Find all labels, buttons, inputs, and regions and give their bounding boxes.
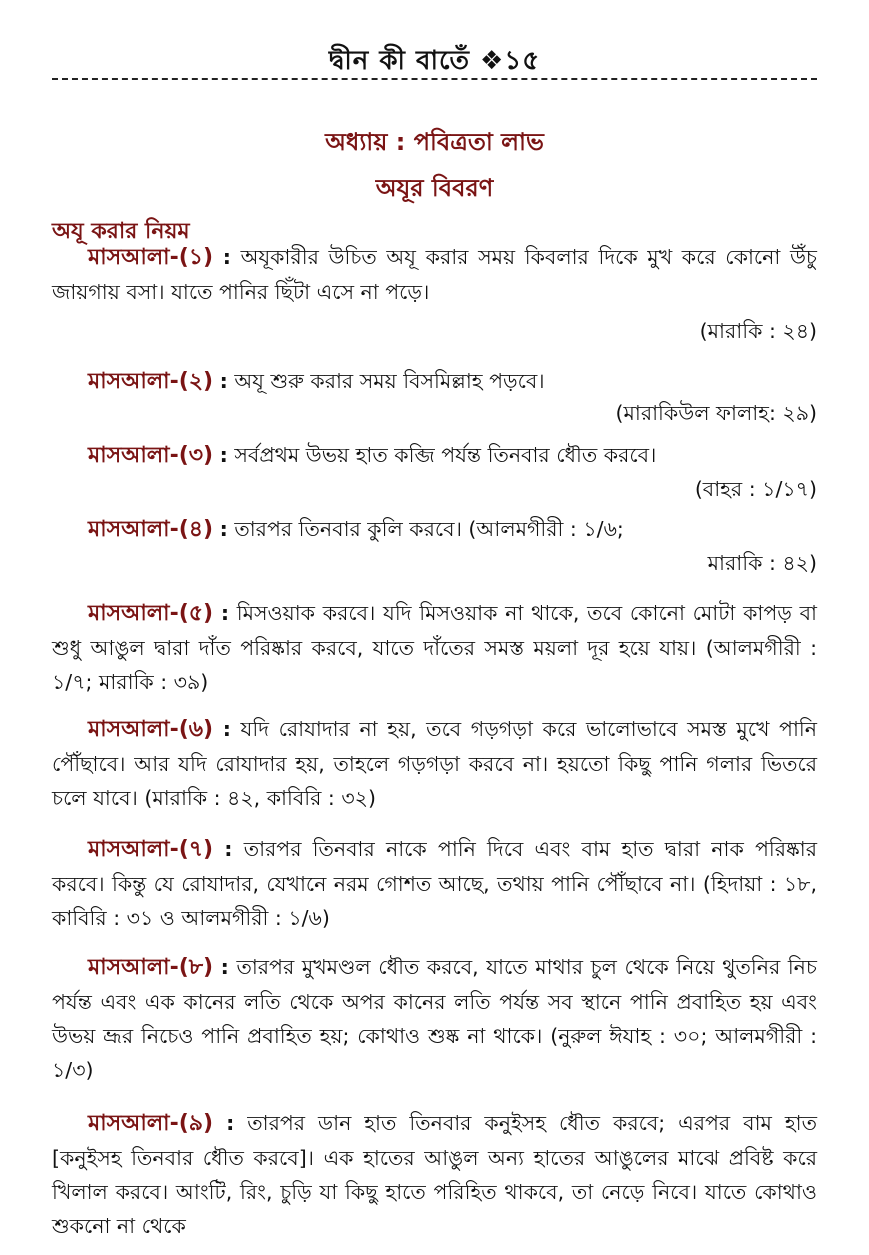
masala-colon: : [220, 601, 230, 625]
masala-label: মাসআলা-(২) [88, 369, 214, 394]
masala-2 [52, 364, 817, 399]
masala-label: মাসআলা-(৭) [88, 837, 214, 862]
masala-label: মাসআলা-(১) [88, 245, 214, 270]
masala-7 [52, 832, 817, 935]
masala-5 [52, 596, 817, 699]
masala-text: যদি রোযাদার না হয়, তবে গড়গড়া করে ভালোভাবে সমস্ত মুখে পানি পৌঁছাবে। আর যদি রোযাদার হয়, তাহলে গড়গড়া করবে না। হয়তো কিছু পানি গলার ভিতরে চলে যাবে। (মারাকি : ৪২, কাবিরি : ৩২) [52, 717, 817, 810]
masala-text: সর্বপ্রথম উভয় হাত কব্জি পর্যন্ত তিনবার ধৌত করবে। [234, 443, 657, 467]
masala-8 [52, 950, 817, 1087]
masala-2-ref: (মারাকিউল ফালাহ: ২৯) [615, 401, 817, 425]
subsection-title: অযূ করার নিয়ম [52, 219, 190, 244]
masala-label: মাসআলা-(৫) [88, 601, 214, 626]
chapter-title: অধ্যায় : পবিত্রতা লাভ [325, 128, 544, 156]
masala-3 [52, 438, 817, 473]
masala-text: অযূকারীর উচিত অযূ করার সময় কিবলার দিকে মুখ করে কোনো উঁচু জায়গায় বসা। যাতে পানির ছিঁটা এসে না পড়ে। [52, 245, 817, 304]
masala-text: তারপর মুখমণ্ডল ধৌত করবে, যাতে মাথার চুল থেকে নিয়ে থুতনির নিচ পর্যন্ত এবং এক কানের লতি থেকে অপর কানের লতি পর্যন্ত সব স্থানে পানি প্রবাহিত হয় এবং উভয় ভ্রূর নিচেও পানি প্রবাহিত হয়; কোথাও শুষ্ক না থাকে। (নুরুল ঈযাহ : ৩০; আলমগীরী : ১/৩) [52, 955, 817, 1082]
masala-text: তারপর ডান হাত তিনবার কনুইসহ ধৌত করবে; এরপর বাম হাত [কনুইসহ তিনবার ধৌত করবে]। এক হাতের আঙুল অন্য হাতের আঙুলের মাঝে প্রবিষ্ট করে খিলাল করবে। আংটি, রিং, চুড়ি যা কিছু হাতে পরিহিত থাকবে, তা নেড়ে নিবে। যাতে কোথাও শুকনো না থেকে [52, 1111, 817, 1238]
masala-label: মাসআলা-(৩) [88, 443, 214, 468]
running-header: দ্বীন কী বাতেঁ ❖১৫ [328, 46, 541, 76]
masala-text: অযূ শুরু করার সময় বিসমিল্লাহ পড়বে। [234, 369, 545, 393]
masala-text: তারপর তিনবার নাকে পানি দিবে এবং বাম হাত দ্বারা নাক পরিষ্কার করবে। কিন্তু যে রোযাদার, যেখানে নরম গোশত আছে, তথায় পানি পৌঁছাবে না। (হিদায়া : ১৮, কাবিরি : ৩১ ও আলমগীরী : ১/৬) [52, 837, 817, 930]
masala-text: মিসওয়াক করবে। যদি মিসওয়াক না থাকে, তবে কোনো মোটা কাপড় বা শুধু আঙুল দ্বারা দাঁত পরিষ্কার করবে, যাতে দাঁতের সমস্ত ময়লা দূর হয়ে যায়। (আলমগীরী : ১/৭; মারাকি : ৩৯) [52, 601, 817, 694]
masala-colon: : [226, 1111, 235, 1135]
masala-colon: : [219, 517, 228, 541]
masala-colon: : [219, 443, 228, 467]
masala-6 [52, 712, 817, 815]
masala-1-ref: (মারাকি : ২৪) [699, 319, 817, 343]
masala-text: তারপর তিনবার কুলি করবে। (আলমগীরী : ১/৬; [234, 517, 624, 541]
masala-colon: : [224, 837, 233, 861]
header-divider [52, 78, 817, 80]
masala-4 [52, 512, 817, 547]
masala-label: মাসআলা-(৪) [88, 517, 214, 542]
masala-colon: : [219, 369, 228, 393]
masala-3-ref: (বাহর : ১/১৭) [694, 477, 817, 501]
masala-label: মাসআলা-(৯) [88, 1111, 214, 1136]
masala-4-ref: মারাকি : ৪২) [707, 551, 817, 575]
masala-colon: : [220, 955, 229, 979]
masala-colon: : [222, 717, 231, 741]
masala-label: মাসআলা-(৮) [88, 955, 214, 980]
masala-9 [52, 1106, 817, 1243]
section-title: অযূর বিবরণ [375, 174, 494, 202]
masala-label: মাসআলা-(৬) [88, 717, 214, 742]
masala-colon: : [222, 245, 231, 269]
masala-1 [52, 240, 817, 309]
